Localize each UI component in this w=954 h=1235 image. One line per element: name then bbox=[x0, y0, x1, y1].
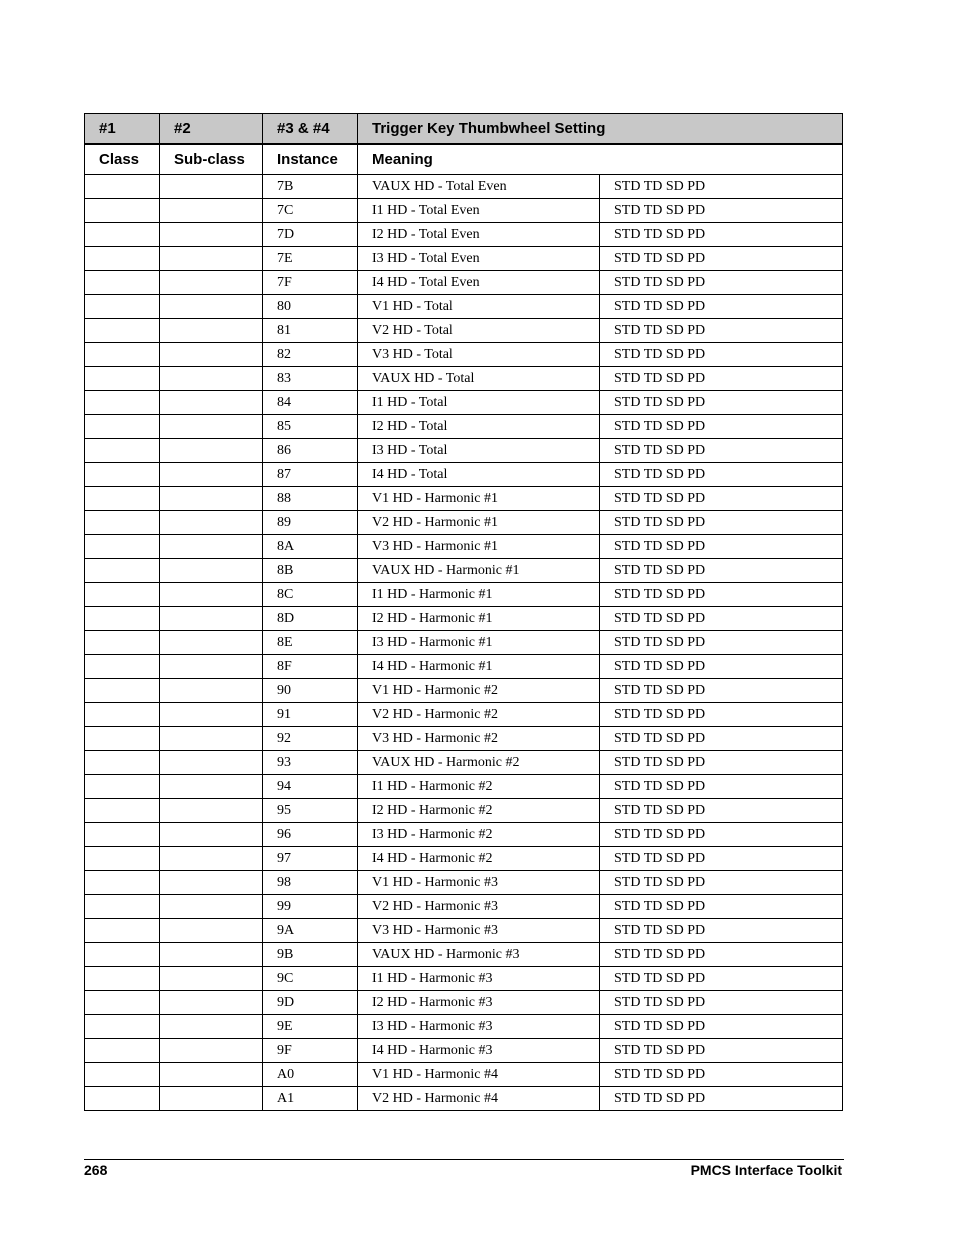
modes-cell: STD TD SD PD bbox=[600, 175, 843, 199]
meaning-cell: VAUX HD - Total bbox=[358, 367, 600, 391]
instance-cell: 9A bbox=[263, 919, 358, 943]
subclass-cell bbox=[160, 367, 263, 391]
instance-cell: 86 bbox=[263, 439, 358, 463]
meaning-cell: V2 HD - Harmonic #2 bbox=[358, 703, 600, 727]
meaning-cell: I1 HD - Harmonic #2 bbox=[358, 775, 600, 799]
header-meaning: Meaning bbox=[358, 144, 843, 175]
instance-cell: 98 bbox=[263, 871, 358, 895]
table-row bbox=[85, 367, 843, 391]
meaning-cell: I1 HD - Total Even bbox=[358, 199, 600, 223]
modes-cell: STD TD SD PD bbox=[600, 871, 843, 895]
subclass-cell bbox=[160, 415, 263, 439]
subclass-cell bbox=[160, 247, 263, 271]
meaning-cell: V1 HD - Harmonic #2 bbox=[358, 679, 600, 703]
meaning-cell: V3 HD - Harmonic #3 bbox=[358, 919, 600, 943]
subclass-cell bbox=[160, 607, 263, 631]
instance-cell: 84 bbox=[263, 391, 358, 415]
table-row bbox=[85, 943, 843, 967]
table-row bbox=[85, 391, 843, 415]
modes-cell: STD TD SD PD bbox=[600, 751, 843, 775]
modes-cell: STD TD SD PD bbox=[600, 1015, 843, 1039]
instance-cell: 93 bbox=[263, 751, 358, 775]
instance-cell: 9B bbox=[263, 943, 358, 967]
modes-cell: STD TD SD PD bbox=[600, 319, 843, 343]
modes-cell: STD TD SD PD bbox=[600, 367, 843, 391]
class-cell bbox=[85, 751, 160, 775]
subclass-cell bbox=[160, 943, 263, 967]
subclass-cell bbox=[160, 727, 263, 751]
class-cell bbox=[85, 823, 160, 847]
modes-cell: STD TD SD PD bbox=[600, 247, 843, 271]
class-cell bbox=[85, 631, 160, 655]
instance-cell: 81 bbox=[263, 319, 358, 343]
modes-cell: STD TD SD PD bbox=[600, 799, 843, 823]
class-cell bbox=[85, 799, 160, 823]
table-row bbox=[85, 583, 843, 607]
modes-cell: STD TD SD PD bbox=[600, 823, 843, 847]
class-cell bbox=[85, 583, 160, 607]
header-col1-number: #1 bbox=[85, 114, 160, 145]
instance-cell: 9C bbox=[263, 967, 358, 991]
class-cell bbox=[85, 1039, 160, 1063]
instance-cell: 92 bbox=[263, 727, 358, 751]
meaning-cell: V3 HD - Harmonic #1 bbox=[358, 535, 600, 559]
table-row bbox=[85, 919, 843, 943]
meaning-cell: V3 HD - Total bbox=[358, 343, 600, 367]
meaning-cell: V2 HD - Harmonic #1 bbox=[358, 511, 600, 535]
subclass-cell bbox=[160, 343, 263, 367]
instance-cell: 89 bbox=[263, 511, 358, 535]
meaning-cell: VAUX HD - Harmonic #1 bbox=[358, 559, 600, 583]
class-cell bbox=[85, 607, 160, 631]
subclass-cell bbox=[160, 559, 263, 583]
modes-cell: STD TD SD PD bbox=[600, 271, 843, 295]
class-cell bbox=[85, 775, 160, 799]
table-row bbox=[85, 415, 843, 439]
meaning-cell: I2 HD - Harmonic #3 bbox=[358, 991, 600, 1015]
class-cell bbox=[85, 871, 160, 895]
meaning-cell: I4 HD - Harmonic #1 bbox=[358, 655, 600, 679]
instance-cell: 9E bbox=[263, 1015, 358, 1039]
modes-cell: STD TD SD PD bbox=[600, 415, 843, 439]
modes-cell: STD TD SD PD bbox=[600, 607, 843, 631]
table-row bbox=[85, 727, 843, 751]
class-cell bbox=[85, 175, 160, 199]
modes-cell: STD TD SD PD bbox=[600, 703, 843, 727]
class-cell bbox=[85, 223, 160, 247]
instance-cell: 90 bbox=[263, 679, 358, 703]
meaning-cell: VAUX HD - Harmonic #3 bbox=[358, 943, 600, 967]
table-row bbox=[85, 511, 843, 535]
subclass-cell bbox=[160, 703, 263, 727]
table-row bbox=[85, 271, 843, 295]
modes-cell: STD TD SD PD bbox=[600, 895, 843, 919]
subclass-cell bbox=[160, 319, 263, 343]
table-row bbox=[85, 295, 843, 319]
table-body bbox=[85, 175, 843, 1111]
meaning-cell: I4 HD - Total Even bbox=[358, 271, 600, 295]
subclass-cell bbox=[160, 271, 263, 295]
meaning-cell: I4 HD - Total bbox=[358, 463, 600, 487]
table-row bbox=[85, 1015, 843, 1039]
document-title: PMCS Interface Toolkit bbox=[690, 1162, 842, 1178]
meaning-cell: VAUX HD - Total Even bbox=[358, 175, 600, 199]
subclass-cell bbox=[160, 463, 263, 487]
subclass-cell bbox=[160, 1039, 263, 1063]
subclass-cell bbox=[160, 751, 263, 775]
class-cell bbox=[85, 991, 160, 1015]
class-cell bbox=[85, 727, 160, 751]
instance-cell: 7D bbox=[263, 223, 358, 247]
class-cell bbox=[85, 367, 160, 391]
class-cell bbox=[85, 247, 160, 271]
instance-cell: 8C bbox=[263, 583, 358, 607]
table-row bbox=[85, 343, 843, 367]
header-col3-number: #3 & #4 bbox=[263, 114, 358, 145]
table-row bbox=[85, 175, 843, 199]
modes-cell: STD TD SD PD bbox=[600, 487, 843, 511]
instance-cell: 95 bbox=[263, 799, 358, 823]
class-cell bbox=[85, 535, 160, 559]
meaning-cell: I3 HD - Harmonic #1 bbox=[358, 631, 600, 655]
modes-cell: STD TD SD PD bbox=[600, 847, 843, 871]
class-cell bbox=[85, 295, 160, 319]
class-cell bbox=[85, 391, 160, 415]
class-cell bbox=[85, 415, 160, 439]
subclass-cell bbox=[160, 823, 263, 847]
meaning-cell: V1 HD - Total bbox=[358, 295, 600, 319]
modes-cell: STD TD SD PD bbox=[600, 343, 843, 367]
modes-cell: STD TD SD PD bbox=[600, 223, 843, 247]
modes-cell: STD TD SD PD bbox=[600, 775, 843, 799]
instance-cell: 7C bbox=[263, 199, 358, 223]
table-row bbox=[85, 607, 843, 631]
meaning-cell: I1 HD - Harmonic #3 bbox=[358, 967, 600, 991]
instance-cell: 96 bbox=[263, 823, 358, 847]
modes-cell: STD TD SD PD bbox=[600, 967, 843, 991]
class-cell bbox=[85, 943, 160, 967]
table-row bbox=[85, 631, 843, 655]
subclass-cell bbox=[160, 583, 263, 607]
table-row bbox=[85, 847, 843, 871]
subclass-cell bbox=[160, 799, 263, 823]
instance-cell: 85 bbox=[263, 415, 358, 439]
subclass-cell bbox=[160, 439, 263, 463]
page-number: 268 bbox=[84, 1162, 108, 1178]
class-cell bbox=[85, 319, 160, 343]
meaning-cell: V2 HD - Harmonic #4 bbox=[358, 1087, 600, 1111]
subclass-cell bbox=[160, 631, 263, 655]
instance-cell: 9D bbox=[263, 991, 358, 1015]
table-row bbox=[85, 247, 843, 271]
class-cell bbox=[85, 919, 160, 943]
modes-cell: STD TD SD PD bbox=[600, 535, 843, 559]
instance-cell: 8A bbox=[263, 535, 358, 559]
meaning-cell: I2 HD - Harmonic #2 bbox=[358, 799, 600, 823]
instance-cell: A1 bbox=[263, 1087, 358, 1111]
modes-cell: STD TD SD PD bbox=[600, 199, 843, 223]
instance-cell: 80 bbox=[263, 295, 358, 319]
modes-cell: STD TD SD PD bbox=[600, 439, 843, 463]
table-row bbox=[85, 967, 843, 991]
subclass-cell bbox=[160, 967, 263, 991]
instance-cell: 8F bbox=[263, 655, 358, 679]
table-row bbox=[85, 535, 843, 559]
modes-cell: STD TD SD PD bbox=[600, 511, 843, 535]
meaning-cell: VAUX HD - Harmonic #2 bbox=[358, 751, 600, 775]
instance-cell: 88 bbox=[263, 487, 358, 511]
meaning-cell: I4 HD - Harmonic #3 bbox=[358, 1039, 600, 1063]
class-cell bbox=[85, 967, 160, 991]
class-cell bbox=[85, 343, 160, 367]
instance-cell: 7B bbox=[263, 175, 358, 199]
subclass-cell bbox=[160, 391, 263, 415]
table-row bbox=[85, 679, 843, 703]
header-class: Class bbox=[85, 144, 160, 175]
subclass-cell bbox=[160, 1063, 263, 1087]
header-row-numbers bbox=[85, 114, 843, 145]
meaning-cell: I1 HD - Total bbox=[358, 391, 600, 415]
instance-cell: 8E bbox=[263, 631, 358, 655]
table-row bbox=[85, 1087, 843, 1111]
instance-cell: 83 bbox=[263, 367, 358, 391]
instance-cell: 97 bbox=[263, 847, 358, 871]
table-row bbox=[85, 1063, 843, 1087]
meaning-cell: I3 HD - Harmonic #2 bbox=[358, 823, 600, 847]
meaning-cell: V3 HD - Harmonic #2 bbox=[358, 727, 600, 751]
table-row bbox=[85, 463, 843, 487]
modes-cell: STD TD SD PD bbox=[600, 727, 843, 751]
modes-cell: STD TD SD PD bbox=[600, 463, 843, 487]
meaning-cell: I2 HD - Total Even bbox=[358, 223, 600, 247]
subclass-cell bbox=[160, 775, 263, 799]
table-row bbox=[85, 991, 843, 1015]
class-cell bbox=[85, 487, 160, 511]
class-cell bbox=[85, 655, 160, 679]
subclass-cell bbox=[160, 847, 263, 871]
class-cell bbox=[85, 895, 160, 919]
subclass-cell bbox=[160, 535, 263, 559]
table-row bbox=[85, 751, 843, 775]
header-subclass: Sub-class bbox=[160, 144, 263, 175]
header-row-names bbox=[85, 144, 843, 175]
table-row bbox=[85, 1039, 843, 1063]
subclass-cell bbox=[160, 919, 263, 943]
header-trigger-key-title: Trigger Key Thumbwheel Setting bbox=[358, 114, 843, 145]
modes-cell: STD TD SD PD bbox=[600, 655, 843, 679]
table-row bbox=[85, 895, 843, 919]
subclass-cell bbox=[160, 679, 263, 703]
instance-cell: 9F bbox=[263, 1039, 358, 1063]
class-cell bbox=[85, 463, 160, 487]
subclass-cell bbox=[160, 223, 263, 247]
modes-cell: STD TD SD PD bbox=[600, 1039, 843, 1063]
meaning-cell: I4 HD - Harmonic #2 bbox=[358, 847, 600, 871]
meaning-cell: I3 HD - Total bbox=[358, 439, 600, 463]
footer-divider bbox=[84, 1159, 844, 1160]
modes-cell: STD TD SD PD bbox=[600, 559, 843, 583]
instance-cell: 82 bbox=[263, 343, 358, 367]
class-cell bbox=[85, 439, 160, 463]
meaning-cell: V1 HD - Harmonic #4 bbox=[358, 1063, 600, 1087]
modes-cell: STD TD SD PD bbox=[600, 991, 843, 1015]
instance-cell: A0 bbox=[263, 1063, 358, 1087]
table-row bbox=[85, 199, 843, 223]
instance-cell: 87 bbox=[263, 463, 358, 487]
modes-cell: STD TD SD PD bbox=[600, 583, 843, 607]
table-row bbox=[85, 439, 843, 463]
trigger-key-table bbox=[84, 113, 843, 1111]
meaning-cell: V2 HD - Harmonic #3 bbox=[358, 895, 600, 919]
meaning-cell: I2 HD - Harmonic #1 bbox=[358, 607, 600, 631]
modes-cell: STD TD SD PD bbox=[600, 391, 843, 415]
header-instance: Instance bbox=[263, 144, 358, 175]
class-cell bbox=[85, 679, 160, 703]
subclass-cell bbox=[160, 991, 263, 1015]
instance-cell: 94 bbox=[263, 775, 358, 799]
class-cell bbox=[85, 703, 160, 727]
meaning-cell: I2 HD - Total bbox=[358, 415, 600, 439]
class-cell bbox=[85, 847, 160, 871]
class-cell bbox=[85, 1063, 160, 1087]
modes-cell: STD TD SD PD bbox=[600, 1063, 843, 1087]
class-cell bbox=[85, 1015, 160, 1039]
meaning-cell: V1 HD - Harmonic #1 bbox=[358, 487, 600, 511]
class-cell bbox=[85, 511, 160, 535]
instance-cell: 99 bbox=[263, 895, 358, 919]
modes-cell: STD TD SD PD bbox=[600, 943, 843, 967]
subclass-cell bbox=[160, 175, 263, 199]
subclass-cell bbox=[160, 895, 263, 919]
instance-cell: 7F bbox=[263, 271, 358, 295]
subclass-cell bbox=[160, 871, 263, 895]
instance-cell: 8B bbox=[263, 559, 358, 583]
instance-cell: 91 bbox=[263, 703, 358, 727]
table-row bbox=[85, 703, 843, 727]
meaning-cell: I1 HD - Harmonic #1 bbox=[358, 583, 600, 607]
table-row bbox=[85, 319, 843, 343]
table-row bbox=[85, 775, 843, 799]
subclass-cell bbox=[160, 487, 263, 511]
meaning-cell: V2 HD - Total bbox=[358, 319, 600, 343]
modes-cell: STD TD SD PD bbox=[600, 631, 843, 655]
meaning-cell: V1 HD - Harmonic #3 bbox=[358, 871, 600, 895]
modes-cell: STD TD SD PD bbox=[600, 1087, 843, 1111]
class-cell bbox=[85, 1087, 160, 1111]
class-cell bbox=[85, 199, 160, 223]
table-row bbox=[85, 871, 843, 895]
subclass-cell bbox=[160, 295, 263, 319]
table-row bbox=[85, 655, 843, 679]
modes-cell: STD TD SD PD bbox=[600, 919, 843, 943]
modes-cell: STD TD SD PD bbox=[600, 679, 843, 703]
subclass-cell bbox=[160, 199, 263, 223]
table-row bbox=[85, 559, 843, 583]
subclass-cell bbox=[160, 1087, 263, 1111]
table-row bbox=[85, 487, 843, 511]
subclass-cell bbox=[160, 1015, 263, 1039]
table-row bbox=[85, 223, 843, 247]
modes-cell: STD TD SD PD bbox=[600, 295, 843, 319]
table-row bbox=[85, 823, 843, 847]
subclass-cell bbox=[160, 511, 263, 535]
instance-cell: 8D bbox=[263, 607, 358, 631]
class-cell bbox=[85, 271, 160, 295]
meaning-cell: I3 HD - Harmonic #3 bbox=[358, 1015, 600, 1039]
header-col2-number: #2 bbox=[160, 114, 263, 145]
class-cell bbox=[85, 559, 160, 583]
table-row bbox=[85, 799, 843, 823]
meaning-cell: I3 HD - Total Even bbox=[358, 247, 600, 271]
subclass-cell bbox=[160, 655, 263, 679]
instance-cell: 7E bbox=[263, 247, 358, 271]
